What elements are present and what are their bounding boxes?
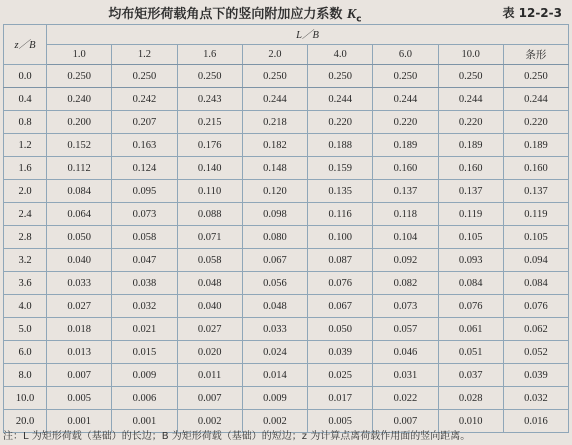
table-row <box>4 111 569 134</box>
table-row <box>4 387 569 410</box>
table-cell: 0.088 <box>177 203 242 226</box>
table-cell: 0.112 <box>47 157 112 180</box>
table-cell: 0.039 <box>503 364 568 387</box>
table-cell: 0.031 <box>373 364 438 387</box>
table-cell: 0.013 <box>47 341 112 364</box>
table-cell: 0.159 <box>308 157 373 180</box>
table-cell: 0.240 <box>47 88 112 111</box>
table-cell: 0.014 <box>242 364 307 387</box>
table-cell: 0.039 <box>308 341 373 364</box>
table-cell: 0.002 <box>242 410 307 433</box>
row-z-value: 6.0 <box>4 341 47 364</box>
table-cell: 0.061 <box>438 318 503 341</box>
table-cell: 0.001 <box>47 410 112 433</box>
table-cell: 0.046 <box>373 341 438 364</box>
table-row <box>4 88 569 111</box>
row-z-value: 3.6 <box>4 272 47 295</box>
table-cell: 0.182 <box>242 134 307 157</box>
table-cell: 0.071 <box>177 226 242 249</box>
table-cell: 0.119 <box>438 203 503 226</box>
table-cell: 0.200 <box>47 111 112 134</box>
table-row <box>4 134 569 157</box>
column-header: 6.0 <box>373 45 438 65</box>
table-cell: 0.152 <box>47 134 112 157</box>
table-cell: 0.207 <box>112 111 177 134</box>
table-cell: 0.076 <box>503 295 568 318</box>
table-cell: 0.021 <box>112 318 177 341</box>
table-cell: 0.017 <box>308 387 373 410</box>
table-cell: 0.033 <box>47 272 112 295</box>
table-cell: 0.040 <box>47 249 112 272</box>
title-symbol: K <box>346 7 357 22</box>
table-cell: 0.028 <box>438 387 503 410</box>
row-z-value: 8.0 <box>4 364 47 387</box>
row-z-value: 0.0 <box>4 65 47 88</box>
table-cell: 0.002 <box>177 410 242 433</box>
table-cell: 0.137 <box>438 180 503 203</box>
table-cell: 0.050 <box>47 226 112 249</box>
table-cell: 0.094 <box>503 249 568 272</box>
table-cell: 0.067 <box>242 249 307 272</box>
table-cell: 0.105 <box>503 226 568 249</box>
row-z-value: 2.4 <box>4 203 47 226</box>
table-cell: 0.220 <box>308 111 373 134</box>
table-cell: 0.032 <box>112 295 177 318</box>
table-cell: 0.022 <box>373 387 438 410</box>
footnote: 注：L 为矩形荷载（基础）的长边；B 为矩形荷载（基础）的短边；z 为计算点离荷载作用面的竖向距离。 <box>3 431 471 442</box>
table-cell: 0.084 <box>47 180 112 203</box>
table-cell: 0.076 <box>438 295 503 318</box>
table-cell: 0.009 <box>112 364 177 387</box>
table-body <box>4 65 569 433</box>
table-cell: 0.025 <box>308 364 373 387</box>
table-cell: 0.220 <box>438 111 503 134</box>
table-cell: 0.006 <box>112 387 177 410</box>
column-header: 1.2 <box>112 45 177 65</box>
table-cell: 0.018 <box>47 318 112 341</box>
row-z-value: 20.0 <box>4 410 47 433</box>
table-cell: 0.105 <box>438 226 503 249</box>
table-cell: 0.082 <box>373 272 438 295</box>
table-cell: 0.120 <box>242 180 307 203</box>
column-group-header-lb: L／B <box>47 25 569 45</box>
table-row <box>4 249 569 272</box>
table-cell: 0.016 <box>503 410 568 433</box>
table-row <box>4 341 569 364</box>
table-cell: 0.033 <box>242 318 307 341</box>
column-header: 2.0 <box>242 45 307 65</box>
table-row <box>4 364 569 387</box>
table-title <box>0 3 470 25</box>
table-row <box>4 180 569 203</box>
table-cell: 0.038 <box>112 272 177 295</box>
row-header-zb: z／B <box>4 25 47 65</box>
table-cell: 0.024 <box>242 341 307 364</box>
table-cell: 0.037 <box>438 364 503 387</box>
table-cell: 0.058 <box>112 226 177 249</box>
title-text: 均布矩形荷载角点下的竖向附加应力系数 <box>108 7 343 22</box>
table-cell: 0.250 <box>242 65 307 88</box>
table-cell: 0.062 <box>503 318 568 341</box>
table-row <box>4 272 569 295</box>
table-cell: 0.084 <box>503 272 568 295</box>
table-number: 表 12-2-3 <box>502 6 562 20</box>
table-cell: 0.250 <box>503 65 568 88</box>
table-cell: 0.047 <box>112 249 177 272</box>
table-cell: 0.027 <box>177 318 242 341</box>
table-cell: 0.005 <box>47 387 112 410</box>
table-cell: 0.250 <box>308 65 373 88</box>
row-z-value: 4.0 <box>4 295 47 318</box>
table-cell: 0.244 <box>503 88 568 111</box>
table-cell: 0.189 <box>373 134 438 157</box>
table-cell: 0.076 <box>308 272 373 295</box>
table-cell: 0.050 <box>308 318 373 341</box>
table-cell: 0.220 <box>373 111 438 134</box>
table-cell: 0.189 <box>503 134 568 157</box>
table-cell: 0.020 <box>177 341 242 364</box>
table-cell: 0.250 <box>373 65 438 88</box>
table-cell: 0.110 <box>177 180 242 203</box>
table-cell: 0.189 <box>438 134 503 157</box>
column-header: 1.0 <box>47 45 112 65</box>
table-cell: 0.242 <box>112 88 177 111</box>
row-z-value: 10.0 <box>4 387 47 410</box>
row-z-value: 2.0 <box>4 180 47 203</box>
table-cell: 0.119 <box>503 203 568 226</box>
row-z-value: 2.8 <box>4 226 47 249</box>
table-cell: 0.001 <box>112 410 177 433</box>
table-cell: 0.058 <box>177 249 242 272</box>
table-cell: 0.073 <box>373 295 438 318</box>
table-cell: 0.084 <box>438 272 503 295</box>
table-cell: 0.250 <box>112 65 177 88</box>
table-cell: 0.009 <box>242 387 307 410</box>
table-cell: 0.048 <box>242 295 307 318</box>
table-cell: 0.250 <box>177 65 242 88</box>
table-cell: 0.244 <box>242 88 307 111</box>
table-cell: 0.116 <box>308 203 373 226</box>
column-header: 10.0 <box>438 45 503 65</box>
table-cell: 0.095 <box>112 180 177 203</box>
table-cell: 0.048 <box>177 272 242 295</box>
table-row <box>4 318 569 341</box>
column-header: 条形 <box>503 45 568 65</box>
table-cell: 0.100 <box>308 226 373 249</box>
table-cell: 0.092 <box>373 249 438 272</box>
table-cell: 0.244 <box>308 88 373 111</box>
table-cell: 0.073 <box>112 203 177 226</box>
row-z-value: 1.2 <box>4 134 47 157</box>
table-cell: 0.250 <box>438 65 503 88</box>
table-cell: 0.098 <box>242 203 307 226</box>
coefficient-table <box>3 24 569 433</box>
table-cell: 0.040 <box>177 295 242 318</box>
table-cell: 0.124 <box>112 157 177 180</box>
table-cell: 0.215 <box>177 111 242 134</box>
row-z-value: 0.4 <box>4 88 47 111</box>
table-row <box>4 157 569 180</box>
column-header-row <box>4 45 569 65</box>
table-cell: 0.176 <box>177 134 242 157</box>
table-cell: 0.243 <box>177 88 242 111</box>
table-cell: 0.007 <box>47 364 112 387</box>
title-subscript: c <box>356 14 362 25</box>
table-cell: 0.135 <box>308 180 373 203</box>
table-cell: 0.010 <box>438 410 503 433</box>
table-cell: 0.160 <box>503 157 568 180</box>
table-cell: 0.250 <box>47 65 112 88</box>
table-cell: 0.027 <box>47 295 112 318</box>
table-cell: 0.067 <box>308 295 373 318</box>
row-z-value: 0.8 <box>4 111 47 134</box>
table-cell: 0.032 <box>503 387 568 410</box>
table-cell: 0.051 <box>438 341 503 364</box>
table-cell: 0.056 <box>242 272 307 295</box>
row-z-value: 3.2 <box>4 249 47 272</box>
table-cell: 0.057 <box>373 318 438 341</box>
table-cell: 0.093 <box>438 249 503 272</box>
table-row <box>4 203 569 226</box>
table-cell: 0.218 <box>242 111 307 134</box>
table-cell: 0.064 <box>47 203 112 226</box>
table-cell: 0.104 <box>373 226 438 249</box>
table-cell: 0.137 <box>503 180 568 203</box>
table-cell: 0.015 <box>112 341 177 364</box>
table-cell: 0.007 <box>177 387 242 410</box>
table-cell: 0.140 <box>177 157 242 180</box>
table-cell: 0.244 <box>438 88 503 111</box>
table-cell: 0.163 <box>112 134 177 157</box>
table-row <box>4 65 569 88</box>
table-cell: 0.148 <box>242 157 307 180</box>
table-cell: 0.188 <box>308 134 373 157</box>
column-header: 4.0 <box>308 45 373 65</box>
table-cell: 0.160 <box>438 157 503 180</box>
column-header: 1.6 <box>177 45 242 65</box>
table-cell: 0.007 <box>373 410 438 433</box>
table-cell: 0.005 <box>308 410 373 433</box>
table-cell: 0.087 <box>308 249 373 272</box>
row-z-value: 1.6 <box>4 157 47 180</box>
table-cell: 0.220 <box>503 111 568 134</box>
table-cell: 0.118 <box>373 203 438 226</box>
row-z-value: 5.0 <box>4 318 47 341</box>
table-cell: 0.137 <box>373 180 438 203</box>
table-cell: 0.011 <box>177 364 242 387</box>
table-cell: 0.160 <box>373 157 438 180</box>
table-cell: 0.080 <box>242 226 307 249</box>
table-row <box>4 226 569 249</box>
table-cell: 0.052 <box>503 341 568 364</box>
table-row <box>4 295 569 318</box>
table-cell: 0.244 <box>373 88 438 111</box>
